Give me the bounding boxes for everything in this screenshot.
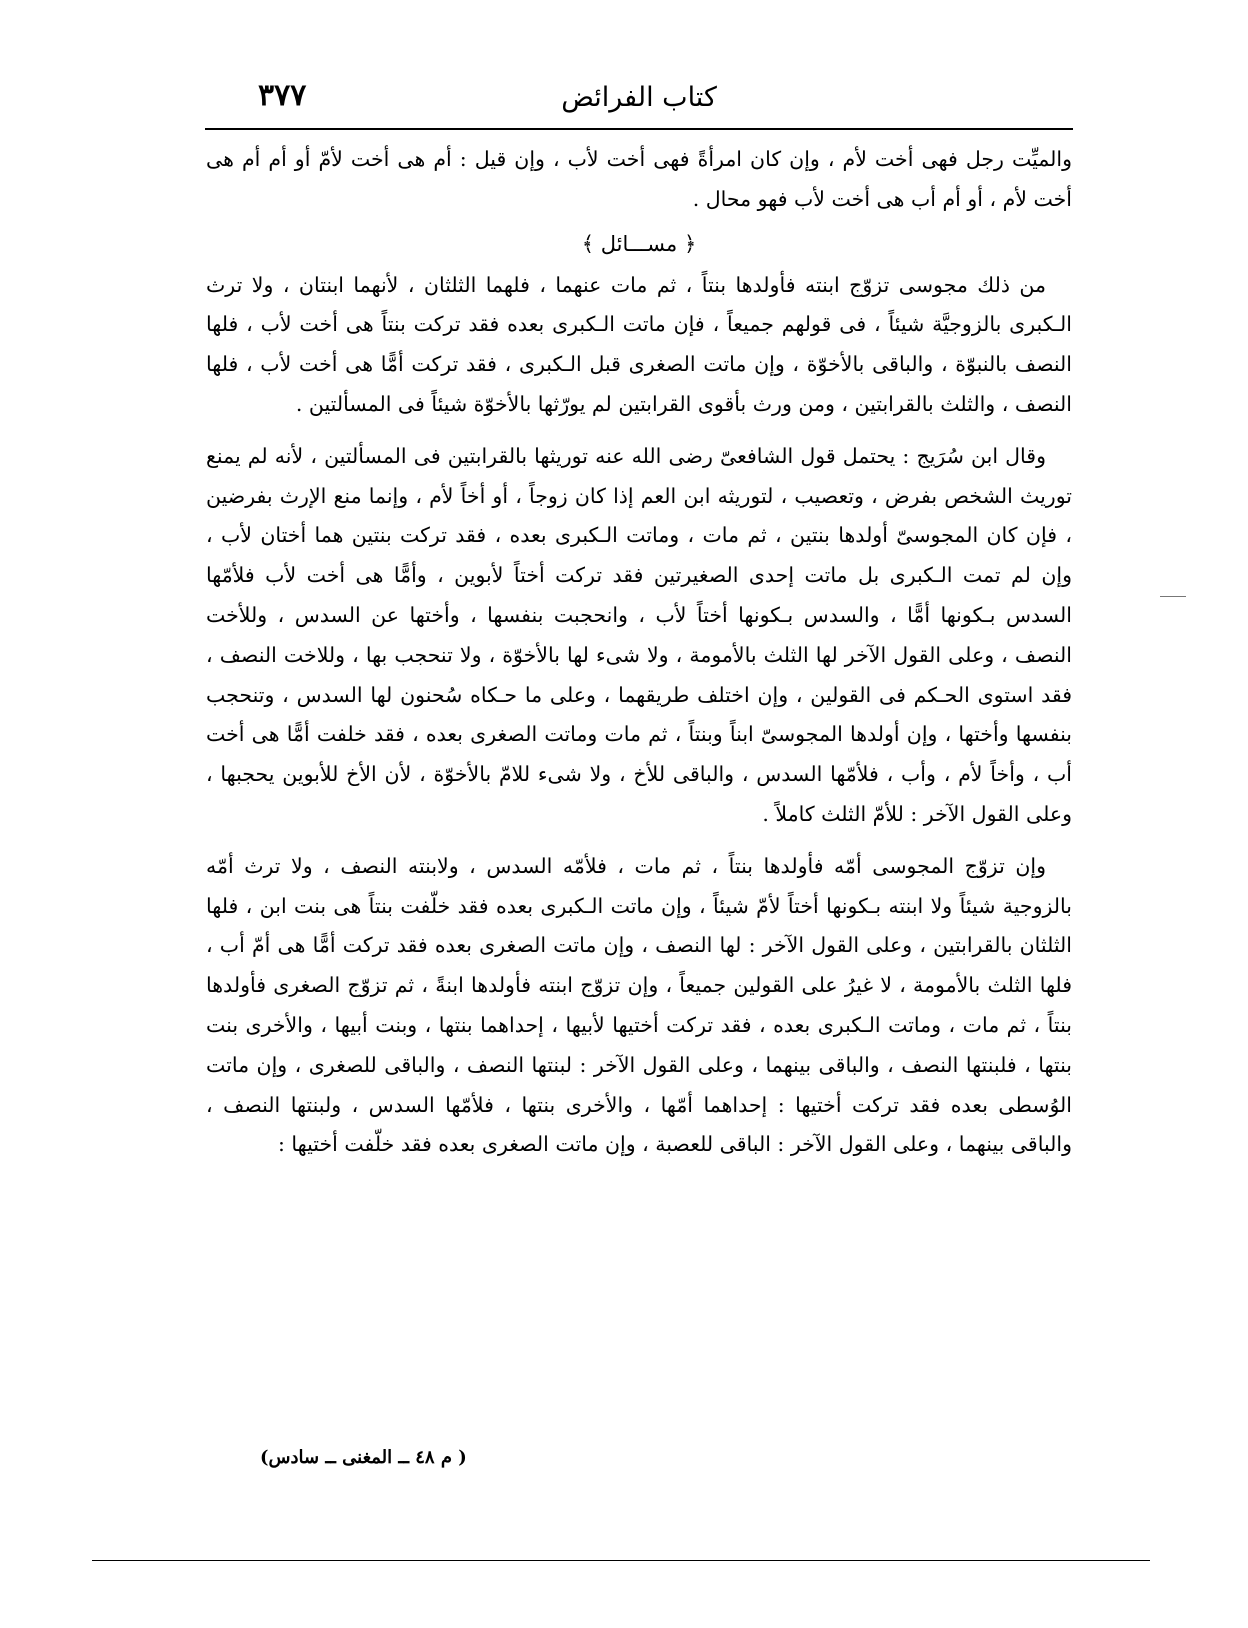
- paragraph-3: وإن تزوّج المجوسى أمّه فأولدها بنتاً ، ثم مات ، فلأمّه السدس ، ولابنته النصف ، ولا ترث أمّه بالزوجية شيئاً ولا ابنته بـكونها أختاً لأمّ شيئاً ، وإن ماتت الـكبرى بعده فقد خلّفت بنتاً هى بنت ابن ، فلها الثلثان بالقرابتين ، وعلى القول الآخر : لها النصف ، وإن ماتت الصغرى بعده فقد تركت أمًّا هى أمّ أب ، فلها الثلث بالأمومة ، لا غيرُ على القولين جميعاً ، وإن تزوّج ابنته فأولدها ابنةً ، ثم تزوّج الصغرى فأولدها بنتاً ، ثم مات ، وماتت الـكبرى بعده ، فقد تركت أختيها لأبيها ، إحداهما بنتها ، وبنت أبيها ، والأخرى بنت بنتها ، فلبنتها النصف ، والباقى بينهما ، وعلى القول الآخر : لبنتها النصف ، والباقى للصغرى ، وإن ماتت الوُسطى بعده فقد تركت أختيها : إحداهما أمّها ، والأخرى بنتها ، فلأمّها السدس ، ولبنتها النصف ، والباقى بينهما ، وعلى القول الآخر : الباقى للعصبة ، وإن ماتت الصغرى بعده فقد خلّفت أختيها :: [206, 853, 1072, 1157]
- signature-mark: ( م ٤٨ ــ المغنى ــ سادس): [260, 1447, 467, 1468]
- footer-rule: [92, 1560, 1150, 1561]
- running-title: كتاب الفرائض: [561, 82, 717, 113]
- body-text: [206, 140, 1072, 1165]
- margin-mark: [1160, 596, 1186, 597]
- section-heading: ﴿ مســـائل ﴾: [581, 231, 697, 256]
- page-header: [208, 70, 1070, 126]
- intro-paragraph: والميِّت رجل فهى أخت لأم ، وإن كان امرأةً فهى أخت لأب ، وإن قيل : أم هى أخت لأمّ أو أم أم هى أخت لأم ، أو أم أب هى أخت لأب فهو محال .: [206, 147, 1072, 211]
- paragraph-1: من ذلك مجوسى تزوّج ابنته فأولدها بنتاً ، ثم مات عنهما ، فلهما الثلثان ، لأنهما ابنتان ، ولا ترث الـكبرى بالزوجيَّة شيئاً ، فى قولهم جميعاً ، فإن ماتت الـكبرى بعده فقد تركت بنتاً هى أخت لأب ، فلها النصف بالنبوّة ، والباقى بالأخوّة ، وإن ماتت الصغرى قبل الـكبرى ، فقد تركت أمًّا هى أخت لأب ، فلها النصف ، والثلث بالقرابتين ، ومن ورث بأقوى القرابتين لم يورّثها بالأخوّة شيئاً فى المسألتين .: [206, 272, 1072, 416]
- header-rule: [205, 128, 1073, 130]
- page-number: ٣٧٧: [258, 78, 307, 113]
- paragraph-2: وقال ابن سُرَيج : يحتمل قول الشافعىّ رضى الله عنه توريثها بالقرابتين فى المسألتين ، لأنه لم يمنع توريث الشخص بفرض ، وتعصيب ، لتوريثه ابن العم إذا كان زوجاً ، أو أخاً لأم ، وإنما منع الإرث بفرضين ، فإن كان المجوسىّ أولدها بنتين ، ثم مات ، وماتت الـكبرى بعده ، فقد تركت بنتين هما أختان لأب ، وإن لم تمت الـكبرى بل ماتت إحدى الصغيرتين فقد تركت أختاً لأبوين ، وأمًّا هى أخت لأب فلأمّها السدس بـكونها أمًّا ، والسدس بـكونها أختاً لأب ، وانحجبت بنفسها ، وأختها عن السدس ، وللأخت النصف ، وعلى القول الآخر لها الثلث بالأمومة ، ولا شىء لها بالأخوّة ، ولا تنحجب بها ، وللاخت النصف ، فقد استوى الحـكم فى القولين ، وإن اختلف طريقهما ، وعلى ما حـكاه سُحنون لها السدس ، وتنحجب بنفسها وأختها ، وإن أولدها المجوسىّ ابناً وبنتاً ، ثم مات وماتت الصغرى بعده ، فقد خلفت أمًّا هى أخت أب ، وأخاً لأم ، وأب ، فلأمّها السدس ، والباقى للأخ ، ولا شىء للامّ بالأخوّة ، لأن الأخ للأبوين يحجبها ، وعلى القول الآخر : للأمّ الثلث كاملاً .: [206, 443, 1072, 826]
